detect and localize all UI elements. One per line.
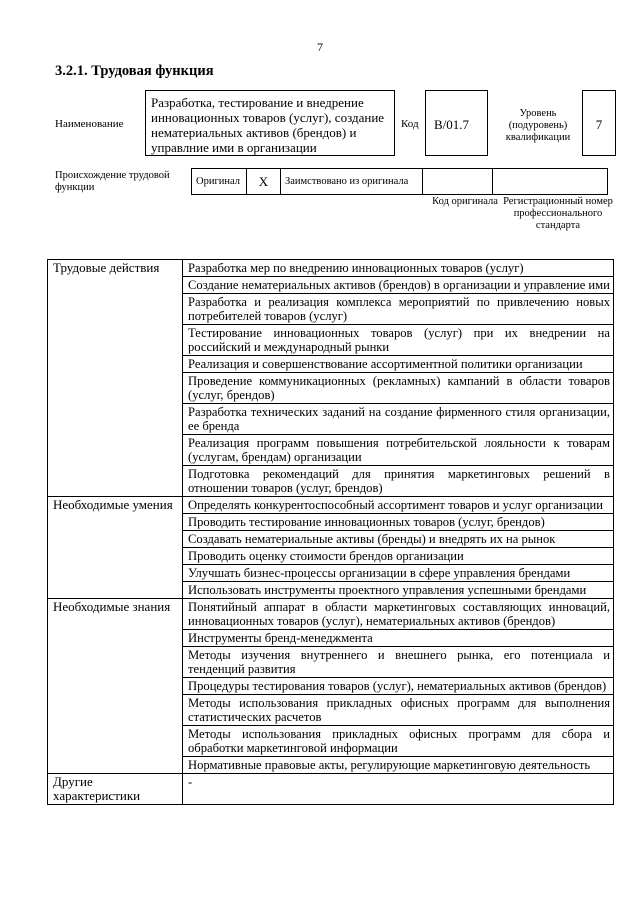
- table-row: [48, 599, 614, 630]
- list-item: Реализация и совершенствование ассортиментной политики организации: [183, 356, 614, 373]
- borrowed-cell: [281, 169, 423, 195]
- list-item: Проводить оценку стоимости брендов организации: [183, 548, 614, 565]
- list-item: Методы изучения внутреннего и внешнего рынка, его потенциала и тенденций развития: [183, 647, 614, 678]
- code-label: Код: [401, 118, 419, 130]
- table-row: [48, 497, 614, 514]
- origin-table: [191, 168, 608, 195]
- table-row: [48, 260, 614, 277]
- level-value: 7: [595, 117, 603, 132]
- original-mark: X: [258, 173, 269, 189]
- list-item: Улучшать бизнес-процессы организации в сфере управления брендами: [183, 565, 614, 582]
- code-value-box: [425, 90, 488, 156]
- list-item: Нормативные правовые акты, регулирующие маркетинговую деятельность: [183, 757, 614, 774]
- code-value: B/01.7: [434, 117, 470, 132]
- list-item: Методы использования прикладных офисных программ для сбора и обработки маркетинговой информации: [183, 726, 614, 757]
- list-item: Инструменты бренд-менеджмента: [183, 630, 614, 647]
- section-title: 3.2.1. Трудовая функция: [55, 63, 214, 79]
- borrowed-label: Заимствовано из оригинала: [285, 175, 409, 187]
- list-item: Проводить тестирование инновационных товаров (услуг, брендов): [183, 514, 614, 531]
- original-code-caption: Код оригинала: [432, 196, 498, 207]
- list-item: Разработка и реализация комплекса мероприятий по привлечению новых потребителей товаров (услуг): [183, 294, 614, 325]
- function-name: Разработка, тестирование и внедрение инновационных товаров (услуг), создание нематериальных активов (брендов) и управлние ими в организации: [151, 95, 385, 155]
- list-item: Понятийный аппарат в области маркетинговых составляющих инноваций, инновационных товаров (услуг), нематериальных активов (брендов): [183, 599, 614, 630]
- list-item: Реализация программ повышения потребительской лояльности к товарам (услугам, брендам) организации: [183, 435, 614, 466]
- list-item: Тестирование инновационных товаров (услуг) при их внедрении на российский и международный рынки: [183, 325, 614, 356]
- table-row: [48, 774, 614, 805]
- section-skills-title: Необходимые умения: [48, 497, 183, 599]
- list-item: Подготовка рекомендаций для принятия маркетинговых решений в отношении товаров (услуг, брендов): [183, 466, 614, 497]
- list-item: Процедуры тестирования товаров (услуг), нематериальных активов (брендов): [183, 678, 614, 695]
- list-item: Проведение коммуникационных (рекламных) кампаний в области товаров (услуг, брендов): [183, 373, 614, 404]
- list-item: Определять конкурентоспособный ассортимент товаров и услуг организации: [183, 497, 614, 514]
- name-label: Наименование: [55, 118, 124, 130]
- original-mark-cell: [247, 169, 281, 195]
- list-item: Создавать нематериальные активы (бренды) и внедрять их на рынок: [183, 531, 614, 548]
- list-item: Разработка мер по внедрению инновационных товаров (услуг): [183, 260, 614, 277]
- list-item: -: [183, 774, 614, 805]
- reg-number-caption: Регистрационный номер профессионального стандарта: [503, 196, 613, 231]
- original-cell: [192, 169, 247, 195]
- origin-label: Происхождение трудовой функции: [55, 170, 170, 193]
- level-label: Уровень (подуровень) квалификации: [505, 108, 571, 143]
- requirements-table: [47, 259, 614, 805]
- list-item: Разработка технических заданий на создание фирменного стиля организации, ее бренда: [183, 404, 614, 435]
- original-label: Оригинал: [196, 175, 240, 187]
- function-name-box: [145, 90, 395, 156]
- level-value-box: [582, 90, 616, 156]
- original-code-cell: [423, 169, 493, 195]
- section-other-title: Другие характеристики: [48, 774, 183, 805]
- section-actions-title: Трудовые действия: [48, 260, 183, 497]
- list-item: Методы использования прикладных офисных программ для выполнения статистических расчетов: [183, 695, 614, 726]
- page-number: 7: [317, 40, 323, 54]
- reg-number-cell: [493, 169, 608, 195]
- list-item: Создание нематериальных активов (брендов) в организации и управление ими: [183, 277, 614, 294]
- list-item: Использовать инструменты проектного управления успешными брендами: [183, 582, 614, 599]
- section-knowledge-title: Необходимые знания: [48, 599, 183, 774]
